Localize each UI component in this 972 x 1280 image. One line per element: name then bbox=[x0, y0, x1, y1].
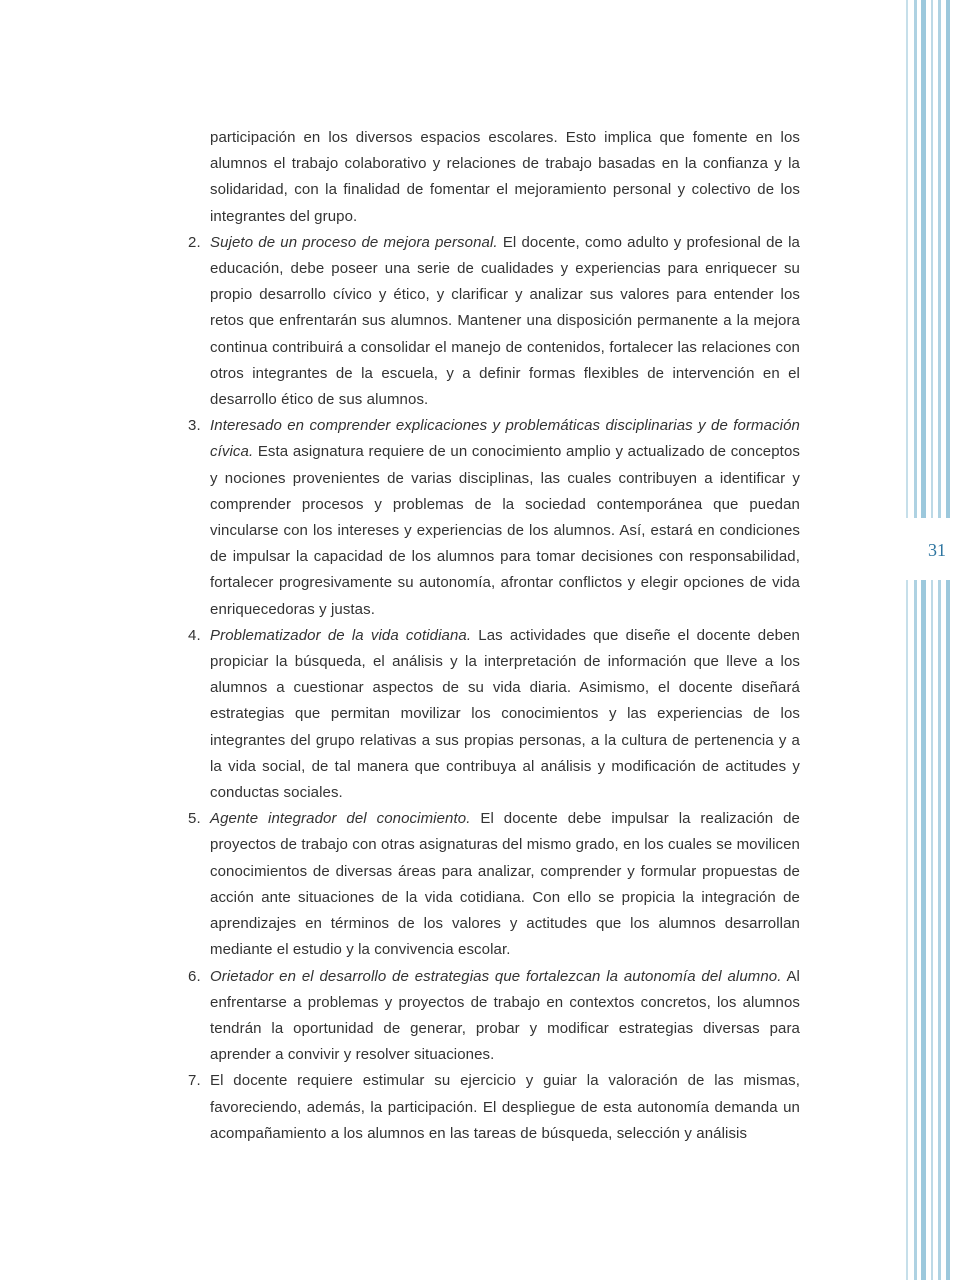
list-item bbox=[188, 1068, 800, 1147]
list-item-text: Esta asignatura requiere de un conocimiento amplio y actualizado de conceptos y nociones provenientes de varias disciplinas, las cuales contribuyen a identificar y comprender procesos y problemas de la sociedad contemporánea que puedan vincularse con los intereses y experiencias de los alumnos. Así, estará en condiciones de impulsar la capacidad de los alumnos para tomar decisiones con responsabilidad, fortalecer progresivamente su autonomía, afrontar conflictos y elegir opciones de vida enriquecedoras y justas. bbox=[210, 443, 800, 618]
list-item bbox=[188, 413, 800, 623]
decorative-stripes-bottom bbox=[905, 580, 955, 1280]
stripe-line bbox=[914, 580, 917, 1280]
list-item-number: 3. bbox=[188, 417, 201, 435]
page-number: 31 bbox=[928, 540, 946, 560]
stripe-line bbox=[938, 0, 941, 518]
list-item-number: 6. bbox=[188, 967, 201, 985]
list-item bbox=[188, 964, 800, 1069]
list-item-number: 4. bbox=[188, 626, 201, 644]
stripe-line bbox=[906, 580, 908, 1280]
stripe-line bbox=[931, 0, 933, 518]
list-item-text: El docente debe impulsar la realización de proyectos de trabajo con otras asignaturas del mismo grado, en los cuales se movilicen conocimientos de diversas áreas para analizar, comprender y formular propuestas de acción ante situaciones de la vida cotidiana. Con ello se propicia la integración de aprendizajes en términos de los valores y actitudes que los alumnos desarrollan mediante el estudio y la convivencia escolar. bbox=[210, 810, 800, 959]
list-item-number: 7. bbox=[188, 1072, 201, 1090]
stripe-line bbox=[914, 0, 917, 518]
body-text bbox=[188, 125, 800, 1147]
stripe-line bbox=[946, 580, 950, 1280]
stripe-line bbox=[906, 0, 908, 518]
stripe-line bbox=[931, 580, 933, 1280]
stripe-line bbox=[938, 580, 941, 1280]
list-item-text: Las actividades que diseñe el docente deben propiciar la búsqueda, el análisis y la interpretación de información que lleve a los alumnos a cuestionar aspectos de su vida diaria. Asimismo, el docente diseñará estrategias que permitan movilizar los conocimientos y las experiencias de los integrantes del grupo relativas a sus propias personas, a la cultura de pertenencia y a la vida social, de tal manera que contribuya al análisis y modificación de actitudes y conductas sociales. bbox=[210, 626, 800, 802]
list-item-number: 2. bbox=[188, 233, 201, 251]
list-item-lead: Agente integrador del conocimiento. bbox=[210, 810, 471, 828]
stripe-line bbox=[921, 0, 926, 518]
list-item-lead: Orietador en el desarrollo de estrategias que fortalezcan la autonomía del alumno. bbox=[210, 967, 782, 985]
list-item bbox=[188, 806, 800, 963]
stripe-line bbox=[921, 580, 926, 1280]
list-item bbox=[188, 230, 800, 413]
list-item-text: El docente requiere estimular su ejercicio y guiar la valoración de las mismas, favoreciendo, además, la participación. El despliegue de esta autonomía demanda un acompañamiento a los alumnos en las tareas de búsqueda, selección y análisis bbox=[210, 1072, 800, 1142]
paragraph-continuation: participación en los diversos espacios escolares. Esto implica que fomente en los alumnos el trabajo colaborativo y relaciones de trabajo basadas en la confianza y la solidaridad, con la finalidad de fomentar el mejoramiento personal y colectivo de los integrantes del grupo. bbox=[210, 129, 800, 225]
list-item bbox=[188, 623, 800, 806]
stripe-line bbox=[946, 0, 950, 518]
decorative-stripes-top bbox=[905, 0, 955, 518]
list-item-lead: Problematizador de la vida cotidiana. bbox=[210, 626, 472, 644]
list-item-text: El docente, como adulto y profesional de la educación, debe poseer una serie de cualidades y experiencias para enriquecer su propio desarrollo cívico y ético, y clarificar y analizar sus valores para entender los retos que enfrentarán sus alumnos. Mantener una disposición permanente a la mejora continua contribuirá a consolidar el manejo de contenidos, fortalecer las relaciones con otros integrantes de la escuela, y a definir formas flexibles de intervención en el desarrollo ético de sus alumnos. bbox=[210, 233, 800, 409]
list-item-lead: Sujeto de un proceso de mejora personal. bbox=[210, 233, 498, 251]
list-item-lead: Interesado en comprender explicaciones y problemáticas disciplinarias y de formación cívica. bbox=[210, 417, 800, 461]
list-item-number: 5. bbox=[188, 810, 201, 828]
list-item-text: Al enfrentarse a problemas y proyectos de trabajo en contextos concretos, los alumnos tendrán la oportunidad de generar, probar y modificar estrategias diversas para aprender a convivir y resolver situaciones. bbox=[210, 967, 800, 1064]
